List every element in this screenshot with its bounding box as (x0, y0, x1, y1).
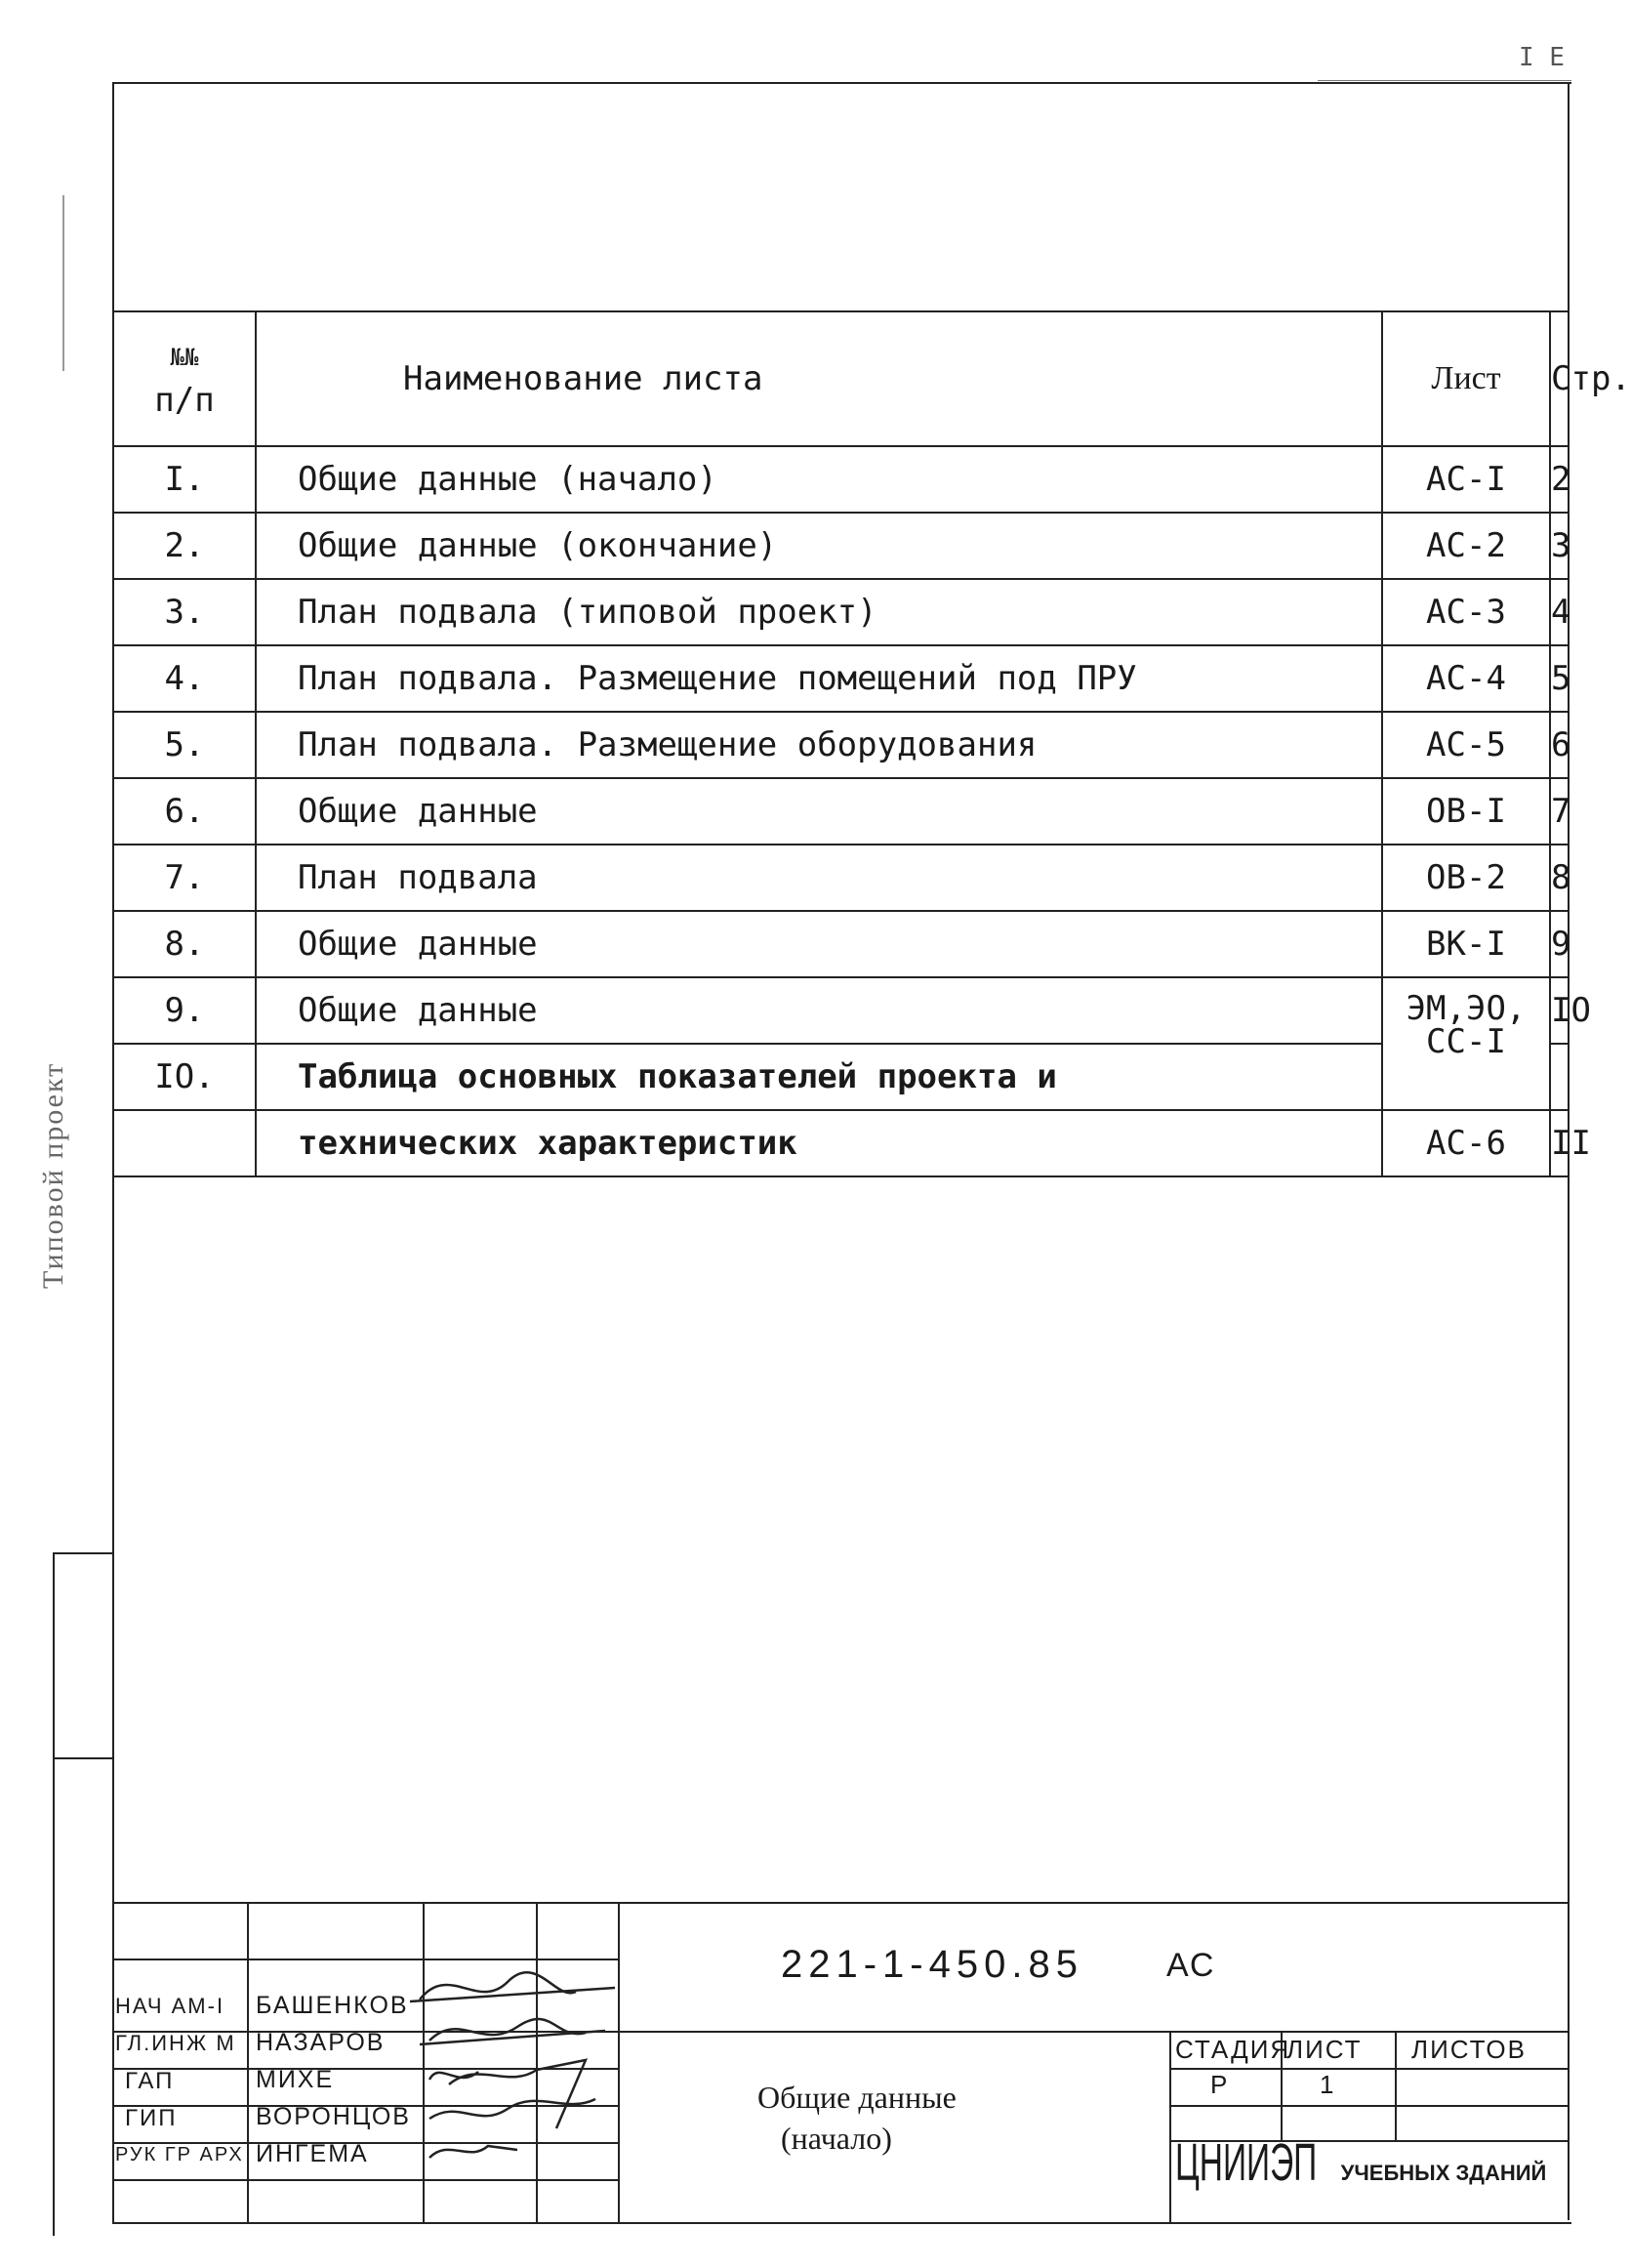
table-row (113, 712, 1569, 778)
table-row (113, 977, 1569, 1044)
header-num (113, 311, 256, 446)
cell-page: 5 (1550, 645, 1569, 712)
cell-page: 7 (1550, 778, 1569, 845)
org-main: ЦНИИЭП (1175, 2133, 1318, 2192)
header-num-line: п/п (154, 381, 215, 420)
name-1: БАШЕНКОВ (256, 1992, 409, 2019)
cell-name: Общие данные (окончание) (256, 513, 1382, 579)
cell-page: 9 (1550, 911, 1569, 977)
signatures-image (390, 1943, 644, 2177)
name-3: МИХЕ (256, 2066, 335, 2093)
cell-sheet: ВК-I (1382, 911, 1550, 977)
stage-label: СТАДИЯ (1175, 2035, 1291, 2064)
cell-name: технических характеристик (256, 1110, 1382, 1176)
table-row (113, 446, 1569, 513)
cell-name: Общие данные (256, 977, 1382, 1044)
margin-box-line (53, 1552, 55, 2236)
corner-mark: I E (1519, 43, 1565, 72)
sheet-title-line1: Общие данные (757, 2080, 957, 2115)
cell-num: I. (113, 446, 256, 513)
sheets-table (112, 310, 1631, 1177)
cell-num: 3. (113, 579, 256, 645)
name-4: ВОРОНЦОВ (256, 2103, 411, 2130)
role-3: ГАП (125, 2068, 175, 2094)
cell-page (1550, 1044, 1569, 1110)
organization (1175, 2132, 1546, 2193)
table-row (113, 513, 1569, 579)
name-2: НАЗАРОВ (256, 2029, 386, 2056)
cell-name: Общие данные (256, 778, 1382, 845)
top-dashed-line (1318, 80, 1571, 81)
sheet-label: ЛИСТ (1286, 2035, 1363, 2064)
table-row (113, 579, 1569, 645)
role-2: ГЛ.ИНЖ М (115, 2031, 236, 2055)
cell-num: 8. (113, 911, 256, 977)
cell-name: Общие данные (начало) (256, 446, 1382, 513)
cell-num: 5. (113, 712, 256, 778)
cell-page: 3 (1550, 513, 1569, 579)
header-page: Стр. (1550, 311, 1569, 446)
org-sub: УЧЕБНЫХ ЗДАНИЙ (1340, 2161, 1547, 2185)
cell-sheet: АС-3 (1382, 579, 1550, 645)
cell-num: 6. (113, 778, 256, 845)
cell-page: IO (1550, 977, 1569, 1044)
cell-page: 8 (1550, 845, 1569, 911)
cell-sheet: АС-2 (1382, 513, 1550, 579)
table-header-row (113, 311, 1569, 446)
header-name: Наименование листа (256, 311, 1382, 446)
doc-mark: АС (1166, 1947, 1216, 1984)
cell-sheet: ОВ-2 (1382, 845, 1550, 911)
header-num-line: №№ (170, 344, 199, 371)
cell-page: 2 (1550, 446, 1569, 513)
header-sheet: Лист (1382, 311, 1550, 446)
cell-sheet: АС-4 (1382, 645, 1550, 712)
table-row (113, 1044, 1569, 1110)
stage-value: Р (1210, 2070, 1230, 2099)
sheet-value: 1 (1320, 2070, 1336, 2099)
cell-page: 6 (1550, 712, 1569, 778)
table-row (113, 778, 1569, 845)
margin-text: Типовой проект (37, 1061, 69, 1289)
table-body (113, 446, 1591, 1176)
role-5: РУК ГР АРХ (115, 2144, 244, 2165)
table-row (113, 911, 1569, 977)
role-1: НАЧ АМ-I (115, 1994, 225, 2018)
role-4: ГИП (125, 2105, 178, 2131)
name-5: ИНГЕМА (256, 2140, 369, 2167)
cell-name: Общие данные (256, 911, 1382, 977)
cell-sheet: АС-6 (1382, 1110, 1550, 1176)
table-row (113, 1110, 1569, 1176)
cell-num: 9. (113, 977, 256, 1044)
cell-name: План подвала. Размещение помещений под ПРУ (256, 645, 1382, 712)
cell-sheet: АС-I (1382, 446, 1550, 513)
cell-page: 4 (1550, 579, 1569, 645)
cell-num: 4. (113, 645, 256, 712)
doc-code: 221-1-450.85 (781, 1943, 1083, 1986)
cell-name: Таблица основных показателей проекта и (256, 1044, 1382, 1110)
cell-sheet: ЭМ,ЭО, СС-I (1382, 977, 1550, 1110)
sheets-label: ЛИСТОВ (1411, 2035, 1527, 2064)
sheet-title-line2: (начало) (781, 2121, 892, 2156)
cell-sheet: АС-5 (1382, 712, 1550, 778)
margin-mark (62, 195, 64, 371)
margin-box-mid (53, 1757, 113, 1759)
cell-page: II (1550, 1110, 1569, 1176)
cell-num: 7. (113, 845, 256, 911)
cell-num: IO. (113, 1044, 256, 1110)
cell-name: План подвала (типовой проект) (256, 579, 1382, 645)
cell-num: 2. (113, 513, 256, 579)
cell-num (113, 1110, 256, 1176)
cell-name: План подвала. Размещение оборудования (256, 712, 1382, 778)
cell-sheet: ОВ-I (1382, 778, 1550, 845)
cell-name: План подвала (256, 845, 1382, 911)
table-row (113, 845, 1569, 911)
margin-box-top (53, 1552, 113, 1554)
table-row (113, 645, 1569, 712)
